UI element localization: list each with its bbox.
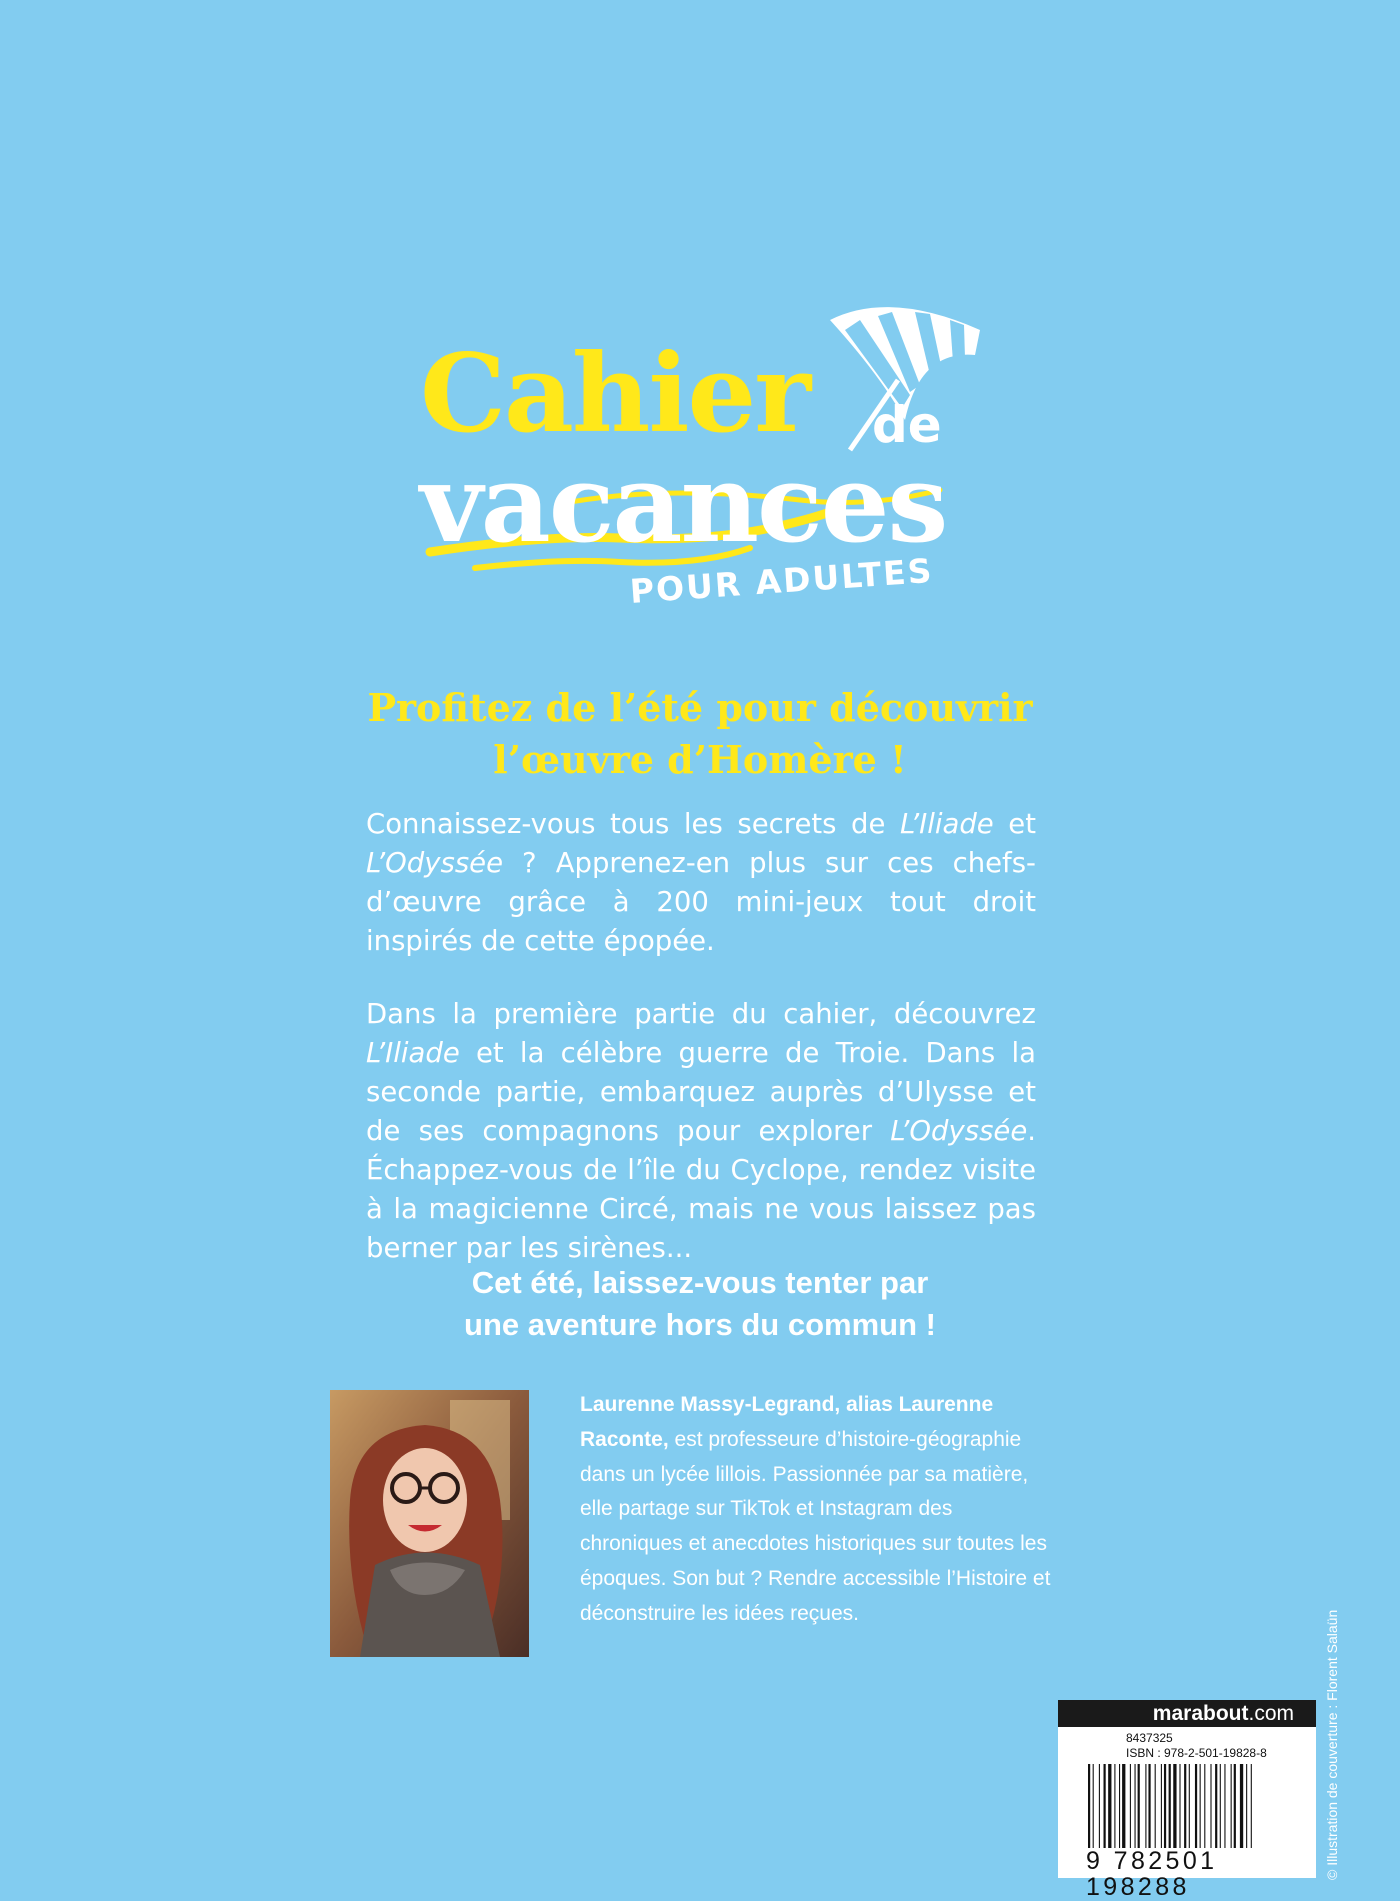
isbn-text: ISBN : 978-2-501-19828-8 <box>1126 1746 1267 1760</box>
description-paragraph-1 <box>366 805 1036 961</box>
cover-credit: © Illustration de couverture : Florent Salaün <box>1324 1609 1340 1880</box>
closing-line-2: une aventure hors du commun ! <box>464 1307 936 1342</box>
author-name: Laurenne Massy-Legrand, alias Laurenne Raconte, <box>580 1393 994 1451</box>
text-span: Connaissez-vous tous les secrets de <box>366 808 900 840</box>
title-iliade: L’Iliade <box>366 1037 460 1069</box>
title-iliade: L’Iliade <box>899 808 994 840</box>
publisher-name: marabout <box>1152 1702 1249 1725</box>
publisher-banner <box>1058 1700 1316 1727</box>
text-span: et la célèbre guerre de Troie. Dans la seconde partie, embarquez auprès d’Ulysse et de ses compagnons pour explorer <box>366 1037 1036 1147</box>
logo-word-vacances: vacances <box>420 441 947 567</box>
barcode-digits: 9 782501 198288 <box>1086 1847 1218 1901</box>
product-code: 8437325 <box>1126 1731 1173 1745</box>
barcode-block <box>1058 1700 1316 1901</box>
text-span: et <box>993 808 1037 840</box>
series-logo <box>420 300 1000 630</box>
logo-word-de: de <box>872 396 942 454</box>
tagline-line-2: l’œuvre d’Homère ! <box>493 737 907 782</box>
text-span: Dans la première partie du cahier, découvrez <box>366 998 1036 1030</box>
closing-statement <box>320 1262 1080 1346</box>
description <box>366 805 1036 1268</box>
closing-line-1: Cet été, laissez-vous tenter par <box>471 1265 929 1300</box>
author-bio-text: est professeure d’histoire-géographie dans un lycée lillois. Passionnée par sa matière, elle partage sur TikTok et Instagram des chroniques et anecdotes historiques sur toutes les époques. Son but ? Rendre accessible l’Histoire et déconstruire les idées reçues. <box>580 1427 1051 1625</box>
author-bio <box>580 1388 1055 1632</box>
logo-word-cahier: Cahier <box>420 331 810 457</box>
text-span: ? Apprenez-en plus sur ces chefs-d’œuvre grâce à 200 mini-jeux tout droit inspirés de cette épopée. <box>366 847 1036 957</box>
description-paragraph-2 <box>366 995 1036 1268</box>
logo-subtitle: POUR ADULTES <box>628 550 935 611</box>
tagline-line-1: Profitez de l’été pour découvrir <box>367 685 1033 730</box>
title-odyssee: L’Odyssée <box>366 847 503 879</box>
title-odyssee: L’Odyssée <box>890 1115 1028 1147</box>
text-span: . Échappez-vous de l’île du Cyclope, rendez visite à la magicienne Circé, mais ne vous laissez pas berner par les sirènes... <box>366 1115 1036 1264</box>
author-photo <box>330 1390 529 1657</box>
publisher-domain: .com <box>1248 1702 1294 1725</box>
barcode-icon <box>1088 1764 1288 1848</box>
tagline <box>300 682 1100 786</box>
